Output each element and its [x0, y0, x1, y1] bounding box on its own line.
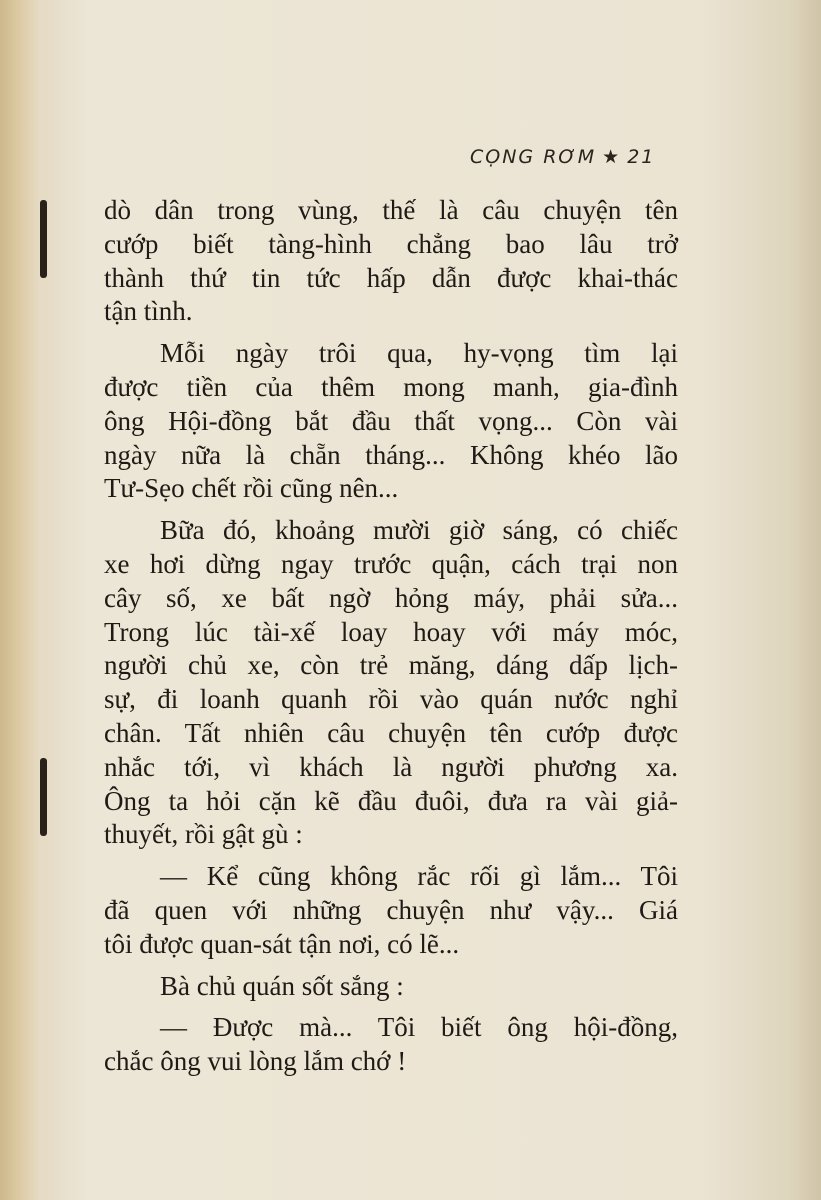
- binding-staple-top: [40, 200, 47, 278]
- text-line: ngày nữa là chẵn tháng... Không khéo lão: [104, 439, 678, 470]
- binding-staple-bottom: [40, 758, 47, 836]
- text-line: chân. Tất nhiên câu chuyện tên cướp được: [104, 717, 678, 748]
- text-line: được tiền của thêm mong manh, gia-đình: [104, 371, 678, 402]
- text-line: cướp biết tàng-hình chẳng bao lâu trở: [104, 228, 678, 259]
- text-line: thành thứ tin tức hấp dẫn được khai-thác: [104, 262, 678, 293]
- book-title: CỌNG RƠM: [470, 146, 597, 168]
- paragraph: [104, 337, 678, 506]
- page-number: 21: [627, 146, 656, 168]
- paragraph: [104, 970, 678, 1004]
- text-line: người chủ xe, còn trẻ măng, dáng dấp lịch-: [104, 650, 678, 681]
- paragraph: [104, 194, 678, 329]
- text-line: cây số, xe bất ngờ hỏng máy, phải sửa...: [104, 582, 678, 613]
- text-line: ông Hội-đồng bắt đầu thất vọng... Còn vài: [104, 405, 678, 436]
- text-line: — Được mà... Tôi biết ông hội-đồng,: [160, 1012, 678, 1043]
- text-line: tận tình.: [104, 296, 193, 327]
- text-line: chắc ông vui lòng lắm chớ !: [104, 1046, 407, 1077]
- paragraph: [104, 514, 678, 852]
- text-line: nhắc tới, vì khách là người phương xa.: [104, 751, 678, 782]
- paragraph: [104, 1011, 678, 1079]
- running-head: [470, 146, 655, 168]
- text-line: xe hơi dừng ngay trước quận, cách trại non: [104, 548, 678, 579]
- body-text: [104, 194, 678, 1079]
- text-line: đã quen với những chuyện như vậy... Giá: [104, 894, 678, 925]
- page-gutter: [0, 0, 62, 1200]
- text-line: thuyết, rồi gật gù :: [104, 819, 303, 850]
- text-line: dò dân trong vùng, thế là câu chuyện tên: [104, 195, 678, 225]
- text-line: Bữa đó, khoảng mười giờ sáng, có chiếc: [160, 515, 678, 546]
- star-icon: ★: [602, 146, 622, 168]
- text-line: — Kể cũng không rắc rối gì lắm... Tôi: [160, 861, 678, 892]
- text-line: Ông ta hỏi cặn kẽ đầu đuôi, đưa ra vài giả-: [104, 785, 678, 816]
- text-line: sự, đi loanh quanh rồi vào quán nước nghỉ: [104, 684, 678, 715]
- text-line: Trong lúc tài-xế loay hoay với máy móc,: [104, 616, 678, 647]
- text-line: Bà chủ quán sốt sắng :: [160, 970, 404, 1001]
- text-line: Mỗi ngày trôi qua, hy-vọng tìm lại: [160, 338, 678, 369]
- paragraph: [104, 860, 678, 961]
- text-line: tôi được quan-sát tận nơi, có lẽ...: [104, 928, 460, 959]
- text-line: Tư-Sẹo chết rồi cũng nên...: [104, 473, 399, 504]
